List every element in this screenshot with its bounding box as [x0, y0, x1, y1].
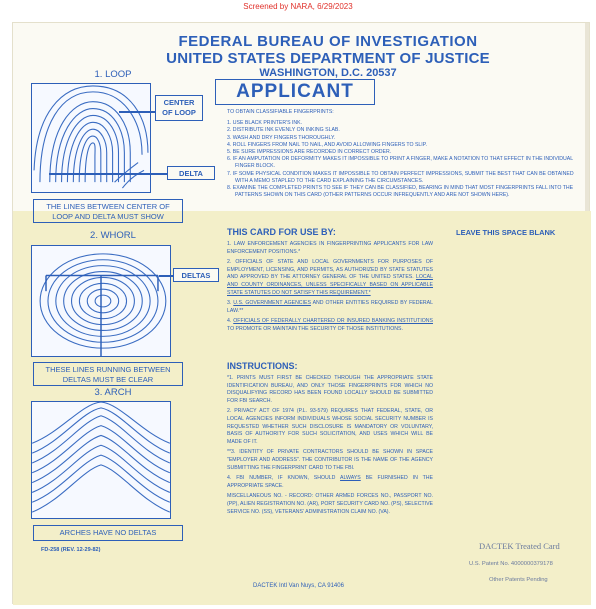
- instructions-section-heading: INSTRUCTIONS:: [227, 361, 298, 371]
- arch-caption: ARCHES HAVE NO DELTAS: [33, 525, 183, 541]
- whorl-caption-line1: THESE LINES RUNNING BETWEEN: [45, 365, 171, 374]
- instructions-p4-text: 4. FBI NUMBER, IF KNOWN, SHOULD: [227, 475, 341, 482]
- instructions-p3: **3. IDENTITY OF PRIVATE CONTRACTORS SHOULD BE SHOWN IN SPACE "EMPLOYER AND ADDRESS". THE CONTRIBUTOR IS THE NAME OF THE AGENCY SUBMITTING THE FINGERPRINT CARD TO THE FBI.: [227, 449, 433, 471]
- center-of-loop-leader: [119, 111, 155, 113]
- whorl-fingerprint-image: [31, 245, 171, 357]
- use-by-p3-underlined: U.S. GOVERNMENT AGENCIES: [233, 300, 311, 307]
- arch-fingerprint-image: [31, 401, 171, 519]
- whorl-title: 2. WHORL: [90, 230, 136, 241]
- use-by-p2-text: 2. OFFICIALS OF STATE AND LOCAL GOVERNMENTS FOR PURPOSES OF EMPLOYMENT, LICENSING, AND PERMITS, AS AUTHORIZED BY STATE STATUTES AND APPROVED BY THE ATTORNEY GENERAL OF THE UNITED STATES.: [227, 259, 433, 281]
- deltas-label: DELTAS: [173, 268, 219, 282]
- dactek-card-label: DACTEK Treated Card: [479, 541, 560, 551]
- use-by-p4-num: 4.: [227, 318, 234, 325]
- use-by-p3-num: 3.: [227, 300, 234, 307]
- whorl-caption-line2: DELTAS MUST BE CLEAR: [62, 375, 154, 384]
- instructions-heading: TO OBTAIN CLASSIFIABLE FINGERPRINTS:: [227, 109, 334, 115]
- agency-address: WASHINGTON, D.C. 20537: [259, 67, 397, 79]
- use-by-p3-text: AND OTHER ENTITIES REQUIRED BY FEDERAL LAW.**: [227, 300, 433, 314]
- instructions-p5: MISCELLANEOUS NO. - RECORD: OTHER ARMED FORCES NO., PASSPORT NO. (PP), ALIEN REGISTRATION NO. (AR), PORT SECURITY CARD NO. (PS), SELECTIVE SERVICE NO. (SS), VETERANS' ADMINISTRATION CLAIM NO. (VA).: [227, 493, 433, 515]
- instructions-p4: [227, 475, 433, 490]
- loop-caption: [33, 199, 183, 223]
- use-by-p4-underlined: OFFICIALS OF FEDERALLY CHARTERED OR INSURED BANKING INSTITUTIONS: [233, 318, 433, 325]
- instruction-item: 2. DISTRIBUTE INK EVENLY ON INKING SLAB.: [227, 127, 340, 134]
- instruction-item: 7. IF SOME PHYSICAL CONDITION MAKES IT IMPOSSIBLE TO OBTAIN PERFECT IMPRESSIONS, SUBMIT THE BEST THAT CAN BE OBTAINED WITH A MEMO STAPLED TO THE CARD EXPLAINING THE CIRCUMSTANCES.: [227, 170, 574, 184]
- use-by-p4-text: TO PROMOTE OR MAINTAIN THE SECURITY OF THOSE INSTITUTIONS.: [227, 325, 403, 332]
- nara-screening-stamp: Screened by NARA, 6/29/2023: [243, 2, 353, 11]
- instructions-p4-tail: BE FURNISHED IN THE APPROPRIATE SPACE.: [227, 475, 434, 489]
- department-name: UNITED STATES DEPARTMENT OF JUSTICE: [166, 50, 490, 67]
- instruction-item: 8. EXAMINE THE COMPLETED PRINTS TO SEE IF THEY CAN BE CLASSIFIED, BEARING IN MIND THAT MOST FINGERPRINTS FALL INTO THE PATTERNS SHOWN ON THIS CARD (OTHER PATTERNS OCCUR INFREQUENTLY AND ARE NOT SHOWN HERE).: [227, 185, 574, 199]
- instructions-p1: *1. PRINTS MUST FIRST BE CHECKED THROUGH THE APPROPRIATE STATE IDENTIFICATION BUREAU, AND ONLY THOSE FINGERPRINTS FOR WHICH NO DISQUALIFYING RECORD HAS BEEN FOUND LOCALLY SHOULD BE SUBMITTED FOR FBI SEARCH.: [227, 375, 433, 404]
- fingerprint-card: [12, 22, 590, 604]
- delta-label: DELTA: [167, 166, 215, 180]
- use-by-p2-underlined: LOCAL AND COUNTY ORDINANCES, UNLESS SPECIFICALLY BASED ON APPLICABLE STATE STATUTES DO NOT SATISFY THIS REQUIREMENT.*: [227, 274, 433, 296]
- loop-ridges: [32, 84, 150, 192]
- instructions-body: [227, 375, 433, 519]
- delta-leader: [49, 173, 167, 175]
- card-edge: [585, 23, 589, 211]
- use-by-p2: [227, 259, 433, 297]
- dactek-address: DACTEK Intl Van Nuys, CA 91406: [253, 583, 344, 589]
- patent-number: U.S. Patent No. 4000000379178: [469, 561, 553, 567]
- arch-title: 3. ARCH: [94, 387, 132, 398]
- use-by-heading: THIS CARD FOR USE BY:: [227, 227, 336, 237]
- form-number: FD-258 (REV. 12-29-82): [41, 547, 101, 553]
- arch-ridges: [32, 402, 170, 518]
- loop-title: 1. LOOP: [94, 69, 132, 80]
- center-of-loop-label: [155, 95, 203, 121]
- instructions-p4-underlined: ALWAYS: [340, 475, 361, 482]
- use-by-p4: [227, 318, 433, 333]
- leave-blank-label: LEAVE THIS SPACE BLANK: [456, 228, 556, 237]
- use-by-body: [227, 241, 433, 337]
- center-label-line2: OF LOOP: [162, 108, 196, 117]
- loop-caption-line1: THE LINES BETWEEN CENTER OF: [46, 202, 170, 211]
- instruction-item: 6. IF AN AMPUTATION OR DEFORMITY MAKES IT IMPOSSIBLE TO PRINT A FINGER, MAKE A NOTATION TO THAT EFFECT IN THE INDIVIDUAL FINGER BLOCK.: [227, 156, 573, 170]
- instruction-item: 5. BE SURE IMPRESSIONS ARE RECORDED IN CORRECT ORDER.: [227, 149, 392, 156]
- instruction-item: 1. USE BLACK PRINTER'S INK.: [227, 120, 303, 127]
- loop-caption-line2: LOOP AND DELTA MUST SHOW: [52, 212, 164, 221]
- card-title: APPLICANT: [215, 79, 375, 105]
- use-by-p3: [227, 300, 433, 315]
- whorl-caption: [33, 362, 183, 386]
- instructions-p2: 2. PRIVACY ACT OF 1974 (P.L. 93-579) REQUIRES THAT FEDERAL, STATE, OR LOCAL AGENCIES INFORM INDIVIDUALS WHOSE SOCIAL SECURITY NUMBER IS REQUESTED WHETHER SUCH DISCLOSURE IS MANDATORY OR VOLUNTARY, BASIS OF AUTHORITY FOR SUCH SOLICITATION, AND USES WHICH WILL BE MADE OF IT.: [227, 408, 433, 445]
- agency-name: FEDERAL BUREAU OF INVESTIGATION: [178, 33, 478, 50]
- whorl-ridges: [32, 246, 170, 356]
- instructions-list: [227, 120, 577, 199]
- deltas-leader: [159, 275, 173, 277]
- fingerprint-instructions: [227, 109, 577, 199]
- instruction-item: 3. WASH AND DRY FINGERS THOROUGHLY.: [227, 134, 336, 141]
- patents-pending: Other Patents Pending: [489, 577, 548, 583]
- instruction-item: 4. ROLL FINGERS FROM NAIL TO NAIL, AND AVOID ALLOWING FINGERS TO SLIP.: [227, 141, 427, 148]
- loop-fingerprint-image: [31, 83, 151, 193]
- center-label-line1: CENTER: [163, 98, 195, 107]
- use-by-p1: 1. LAW ENFORCEMENT AGENCIES IN FINGERPRINTING APPLICANTS FOR LAW ENFORCEMENT POSITIONS.*: [227, 241, 433, 255]
